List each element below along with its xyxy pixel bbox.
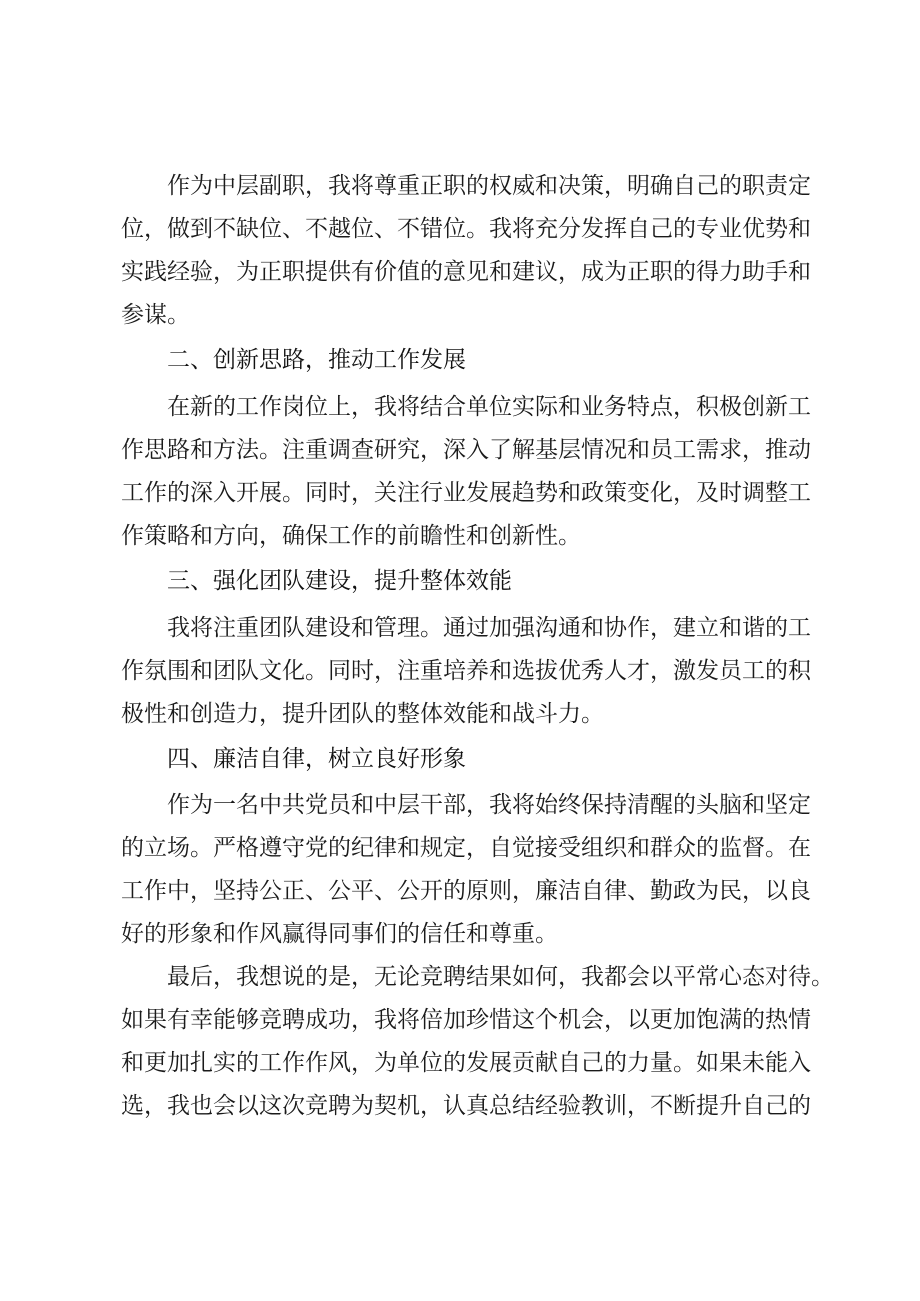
section3-line-2: 作氛围和团队文化。同时，注重培养和选拔优秀人才，激发员工的积 bbox=[121, 658, 811, 684]
section2-line-2: 作思路和方法。注重调查研究，深入了解基层情况和员工需求，推动 bbox=[121, 437, 811, 463]
section4-line-1: 作为一名中共党员和中层干部，我将始终保持清醒的头脑和坚定 bbox=[167, 792, 811, 818]
section2-heading: 二、创新思路，推动工作发展 bbox=[167, 347, 466, 373]
section2-line-4: 作策略和方向，确保工作的前瞻性和创新性。 bbox=[121, 523, 581, 549]
section2-line-1: 在新的工作岗位上，我将结合单位实际和业务特点，积极创新工 bbox=[167, 394, 811, 420]
section4-line-4: 好的形象和作风赢得同事们的信任和尊重。 bbox=[121, 921, 558, 947]
section4-line-3: 工作中，坚持公正、公平、公开的原则，廉洁自律、勤政为民，以良 bbox=[121, 878, 811, 904]
section3-line-1: 我将注重团队建设和管理。通过加强沟通和协作，建立和谐的工 bbox=[167, 615, 811, 641]
closing-line-2: 如果有幸能够竞聘成功，我将倍加珍惜这个机会，以更加饱满的热情 bbox=[121, 1007, 811, 1033]
closing-line-1: 最后，我想说的是，无论竞聘结果如何，我都会以平常心态对待。 bbox=[167, 964, 834, 990]
intro-line-4: 参谋。 bbox=[121, 302, 190, 328]
closing-line-3: 和更加扎实的工作作风，为单位的发展贡献自己的力量。如果未能入 bbox=[121, 1050, 811, 1076]
section4-line-2: 的立场。严格遵守党的纪律和规定，自觉接受组织和群众的监督。在 bbox=[121, 835, 811, 861]
section4-heading: 四、廉洁自律，树立良好形象 bbox=[167, 746, 466, 772]
closing-line-4: 选，我也会以这次竞聘为契机，认真总结经验教训，不断提升自己的 bbox=[121, 1093, 811, 1119]
intro-line-2: 位，做到不缺位、不越位、不错位。我将充分发挥自己的专业优势和 bbox=[121, 216, 811, 242]
intro-line-3: 实践经验，为正职提供有价值的意见和建议，成为正职的得力助手和 bbox=[121, 259, 811, 285]
intro-line-1: 作为中层副职，我将尊重正职的权威和决策，明确自己的职责定 bbox=[167, 173, 811, 199]
section3-line-3: 极性和创造力，提升团队的整体效能和战斗力。 bbox=[121, 701, 604, 727]
section3-heading: 三、强化团队建设，提升整体效能 bbox=[167, 568, 512, 594]
section2-line-3: 工作的深入开展。同时，关注行业发展趋势和政策变化，及时调整工 bbox=[121, 480, 811, 506]
